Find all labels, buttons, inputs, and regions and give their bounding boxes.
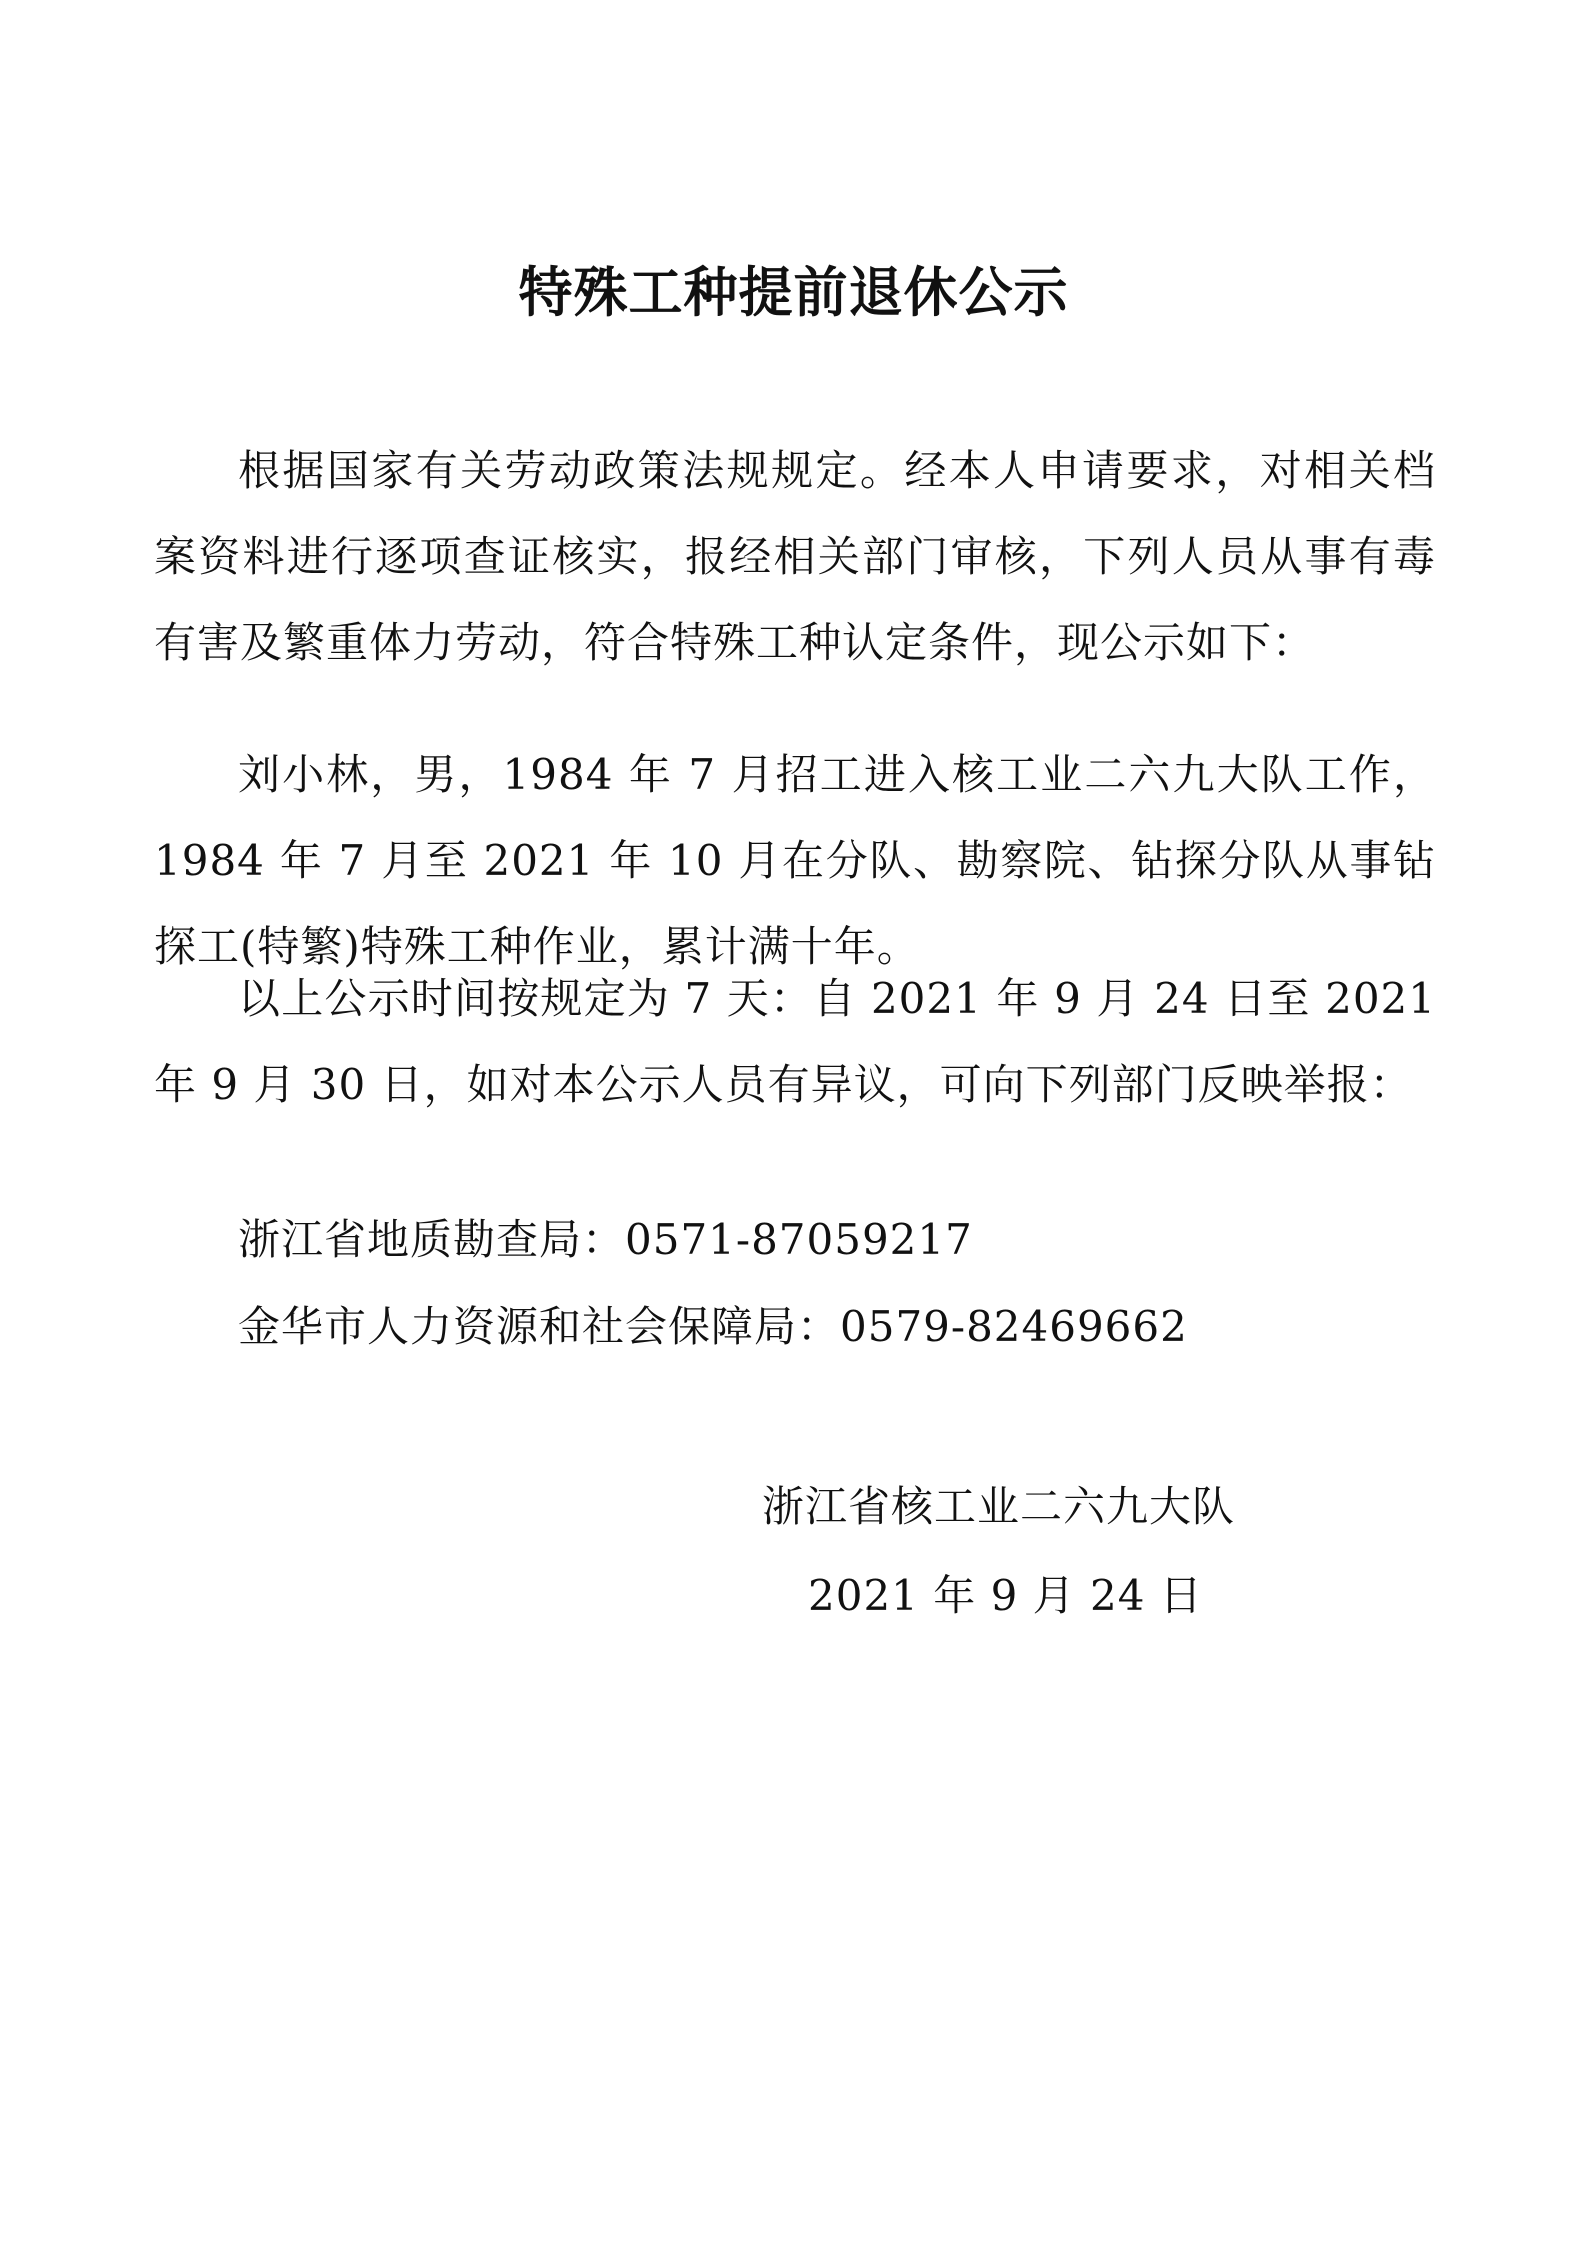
- contact-hr-bureau: 金华市人力资源和社会保障局：0579-82469662: [238, 1302, 1188, 1351]
- paragraph-intro: 根据国家有关劳动政策法规规定。经本人申请要求，对相关档案资料进行逐项查证核实，报经相关部门审核，下列人员从事有毒有害及繁重体力劳动，符合特殊工种认定条件，现公示如下：: [154, 446, 1436, 667]
- signature-organization: 浙江省核工业二六九大队: [762, 1482, 1236, 1531]
- contact-geology-bureau: 浙江省地质勘查局：0571-87059217: [238, 1215, 973, 1264]
- paragraph-person: 刘小林，男，1984 年 7 月招工进入核工业二六九大队工作，1984 年 7 月至 2021 年 10 月在分队、勘察院、钻探分队从事钻探工(特繁)特殊工种作业，累计满十年。: [154, 750, 1436, 971]
- signature-date: 2021 年 9 月 24 日: [808, 1571, 1203, 1620]
- document-title: 特殊工种提前退休公示: [518, 261, 1069, 324]
- paragraph-period: 以上公示时间按规定为 7 天：自 2021 年 9 月 24 日至 2021 年 9 月 30 日，如对本公示人员有异议，可向下列部门反映举报：: [154, 974, 1436, 1109]
